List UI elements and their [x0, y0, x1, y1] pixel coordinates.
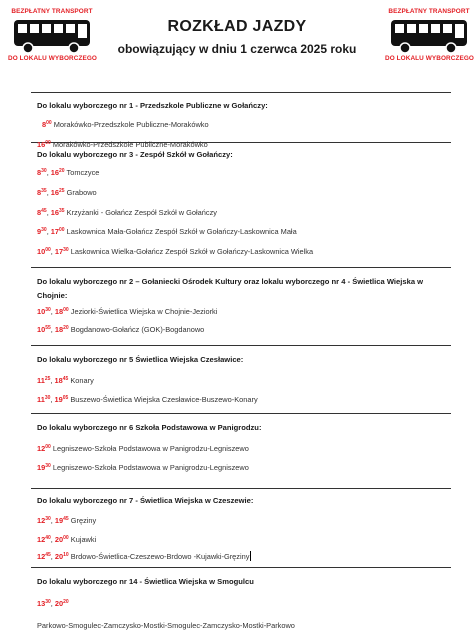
page-subtitle: obowiązujący w dniu 1 czerwca 2025 roku — [117, 42, 357, 56]
route-text: Gręziny — [70, 516, 97, 525]
departure-time: $10^{00}$ — [37, 247, 51, 256]
departure-time: $19^{05}$ — [54, 395, 69, 404]
route-text: Morakówko-Przedszkole Publiczne-Morakówko — [53, 120, 209, 129]
departure-time: $16^{00}$ — [37, 140, 51, 149]
schedule-entry: $10^{30}$, $18^{00}$ Jeziorki-Świetlica Wiejska w Chojnie-Jeziorki — [37, 307, 218, 316]
departure-time: $8^{35}$ — [37, 188, 47, 197]
departure-time: $18^{00}$ — [54, 307, 69, 316]
section-title: Do lokalu wyborczego nr 5 Świetlica Wiejska Czesławice: — [37, 355, 244, 364]
route-text: Grabowo — [66, 188, 97, 197]
departure-time: $20^{20}$ — [54, 599, 69, 608]
route-text: Laskownica Mała-Gołańcz Zespół Szkół w Gołańczy-Laskownica Mała — [66, 227, 297, 236]
route-text: Brdowo-Świetlica-Czeszewo-Brdowo -Kujawki-Gręziny — [70, 552, 250, 561]
departure-time: $16^{20}$ — [50, 168, 65, 177]
departure-time: $10^{55}$ — [37, 325, 51, 334]
logo-bottom-text: DO LOKALU WYBORCZEGO — [385, 55, 474, 62]
section-title: Do lokalu wyborczego nr 2 – Gołaniecki Ośrodek Kultury oraz lokalu wyborczego nr 4 - Świetlica Wiejska w Chojnie: — [37, 277, 424, 300]
schedule-entry: $8^{45}$, $16^{35}$ Krzyżanki - Gołańcz Zespół Szkół w Gołańczy — [37, 208, 217, 217]
departure-time: $13^{30}$ — [37, 599, 51, 608]
departure-time: $12^{00}$ — [37, 444, 51, 453]
section-title: Do lokalu wyborczego nr 3 - Zespół Szkół w Gołańczy: — [37, 150, 233, 159]
departure-time: $12^{30}$ — [37, 516, 51, 525]
departure-time: $8^{00}$ — [42, 120, 52, 129]
schedule-entry: $12^{45}$, $20^{10}$ Brdowo-Świetlica-Czeszewo-Brdowo -Kujawki-Gręziny — [37, 552, 250, 561]
route-text: Kujawki — [70, 535, 97, 544]
schedule-entry: $9^{30}$, $17^{00}$ Laskownica Mała-Gołańcz Zespół Szkół w Gołańczy-Laskownica Mała — [37, 227, 297, 236]
departure-time: $17^{00}$ — [50, 227, 65, 236]
schedule-entry — [37, 443, 457, 455]
route-text: Legniszewo-Szkoła Podstawowa w Panigrodzu-Legniszewo — [52, 444, 249, 453]
logo-top-text: BEZPŁATNY TRANSPORT — [388, 8, 470, 15]
divider — [31, 488, 451, 489]
departure-time: $11^{30}$ — [37, 395, 51, 404]
section-title: Do lokalu wyborczego nr 1 - Przedszkole Publiczne w Gołańczy: — [37, 101, 268, 110]
schedule-entry: $8^{35}$, $16^{25}$ Grabowo — [37, 188, 97, 197]
text-cursor — [250, 551, 251, 561]
departure-time: $18^{45}$ — [54, 376, 69, 385]
divider — [31, 92, 451, 93]
divider — [31, 567, 451, 568]
schedule-entry — [42, 119, 462, 131]
schedule-entry: $11^{25}$, $18^{45}$ Konary — [37, 376, 94, 385]
departure-time: $18^{20}$ — [54, 325, 69, 334]
schedule-entry: $10^{00}$, $17^{30}$ Laskownica Wielka-Gołańcz Zespół Szkół w Gołańczy-Laskownica Wielka — [37, 247, 314, 256]
departure-time: $16^{35}$ — [50, 208, 65, 217]
departure-time: $9^{30}$ — [37, 227, 47, 236]
schedule-entry: $11^{30}$, $19^{05}$ Buszewo-Świetlica Wiejska Czesławice-Buszewo-Konary — [37, 395, 258, 404]
departure-time: $20^{10}$ — [54, 552, 69, 561]
departure-time: $8^{45}$ — [37, 208, 47, 217]
section-title: Do lokalu wyborczego nr 6 Szkoła Podstawowa w Panigrodzu: — [37, 423, 262, 432]
departure-time: $12^{45}$ — [37, 552, 51, 561]
route-text: Konary — [70, 376, 94, 385]
divider — [31, 345, 451, 346]
departure-time: $19^{30}$ — [37, 463, 51, 472]
section-title: Do lokalu wyborczego nr 7 - Świetlica Wiejska w Czeszewie: — [37, 496, 254, 505]
route-text: Laskownica Wielka-Gołańcz Zespół Szkół w Gołańczy-Laskownica Wielka — [70, 247, 314, 256]
departure-time: $12^{40}$ — [37, 535, 51, 544]
schedule-entry — [37, 620, 457, 632]
departure-time: $8^{30}$ — [37, 168, 47, 177]
schedule-entry: $12^{40}$, $20^{00}$ Kujawki — [37, 535, 97, 544]
page-title: ROZKŁAD JAZDY — [167, 18, 307, 35]
route-text: Krzyżanki - Gołańcz Zespół Szkół w Gołańczy — [66, 208, 217, 217]
route-text: Morakówko-Przedszkole Publiczne-Morakówko — [52, 140, 208, 149]
route-text: Legniszewo-Szkoła Podstawowa w Panigrodzu-Legniszewo — [52, 463, 249, 472]
schedule-entry: $13^{30}$, $20^{20}$ — [37, 599, 69, 608]
route-text: Parkowo-Smogulec-Zamczysko-Mostki-Smogulec-Zamczysko-Mostki-Parkowo — [37, 621, 295, 630]
route-text: Bogdanowo-Gołańcz (GOK)-Bogdanowo — [70, 325, 205, 334]
departure-time: $10^{30}$ — [37, 307, 51, 316]
schedule-entry: $10^{55}$, $18^{20}$ Bogdanowo-Gołańcz (GOK)-Bogdanowo — [37, 325, 205, 334]
departure-time: $19^{45}$ — [54, 516, 69, 525]
divider — [31, 267, 451, 268]
schedule-entry: $12^{30}$, $19^{45}$ Gręziny — [37, 516, 97, 525]
section-title: Do lokalu wyborczego nr 14 - Świetlica Wiejska w Smogulcu — [37, 577, 254, 586]
departure-time: $20^{00}$ — [54, 535, 69, 544]
departure-time: $16^{25}$ — [50, 188, 65, 197]
route-text: Buszewo-Świetlica Wiejska Czesławice-Buszewo-Konary — [70, 395, 258, 404]
route-text: Jeziorki-Świetlica Wiejska w Chojnie-Jeziorki — [70, 307, 218, 316]
departure-time: $17^{30}$ — [54, 247, 69, 256]
schedule-entry — [37, 462, 457, 474]
divider — [31, 413, 451, 414]
schedule-entry: $8^{30}$, $16^{20}$ Tomczyce — [37, 168, 100, 177]
logo-top-text: BEZPŁATNY TRANSPORT — [11, 8, 93, 15]
departure-time: $11^{25}$ — [37, 376, 51, 385]
route-text: Tomczyce — [66, 168, 100, 177]
logo-bottom-text: DO LOKALU WYBORCZEGO — [8, 55, 97, 62]
